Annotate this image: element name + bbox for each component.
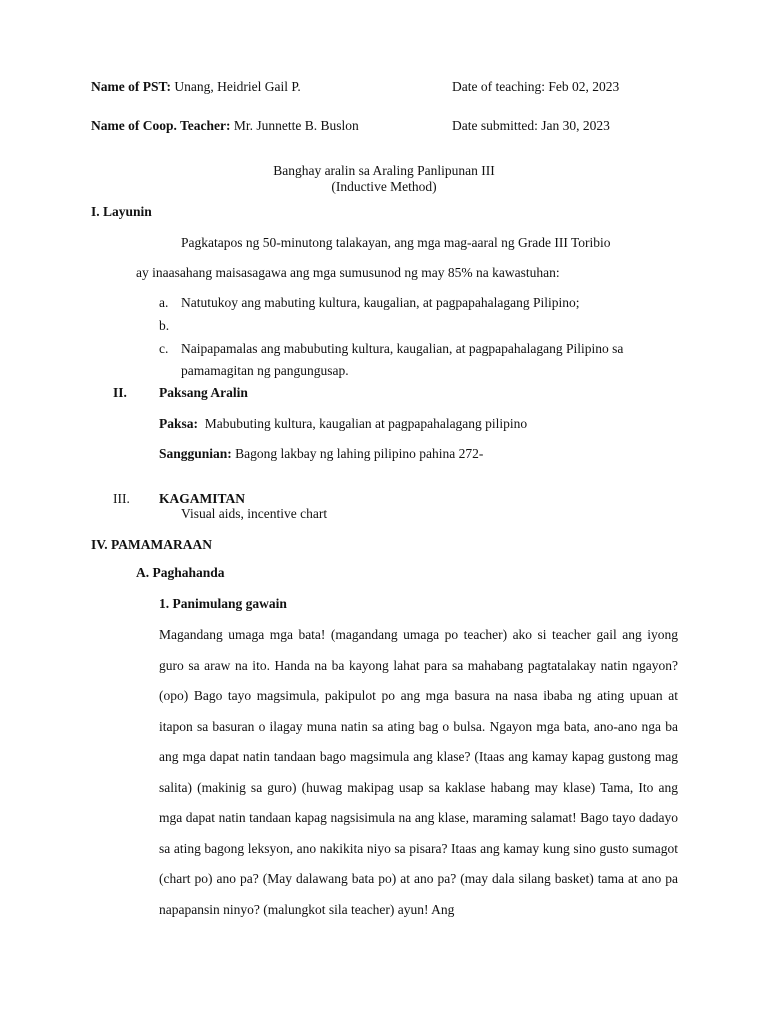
section-1-heading: I. Layunin [91,204,152,219]
objective-marker-b: b. [159,318,170,333]
kagamitan-value: Visual aids, incentive chart [181,506,328,521]
coop-teacher-label: Name of Coop. Teacher: [91,118,231,133]
section-3-numeral: III. [113,491,130,506]
document-title: Banghay aralin sa Araling Panlipunan III [273,163,495,178]
section-3-heading: KAGAMITAN [159,491,245,506]
paksa-value: Mabubuting kultura, kaugalian at pagpapahalagang pilipino [198,416,528,431]
paghahanda-heading: A. Paghahanda [136,565,225,580]
objective-text-a: Natutukoy ang mabuting kultura, kaugalian, at pagpapahalagang Pilipino; [181,295,580,310]
pst-name-value: Unang, Heidriel Gail P. [171,79,301,94]
objective-marker-c: c. [159,341,169,356]
sanggunian-row [159,446,483,462]
section-2-heading: Paksang Aralin [159,385,248,400]
objective-text-c-continued: pamamagitan ng pangungusap. [181,363,349,378]
paksa-label: Paksa: [159,416,199,431]
pst-name-label: Name of PST: [91,79,171,94]
sanggunian-label: Sanggunian: [159,446,232,461]
layunin-intro-line-1: Pagkatapos ng 50-minutong talakayan, ang mga mag-aaral ng Grade III Toribio [181,235,611,250]
pst-name-row [91,79,301,95]
coop-teacher-row [91,118,359,134]
document-subtitle: (Inductive Method) [331,179,437,194]
paksa-row [159,416,527,432]
date-submitted: Date submitted: Jan 30, 2023 [452,118,610,133]
section-4-heading: IV. PAMAMARAAN [91,537,212,552]
sanggunian-value: Bagong lakbay ng lahing pilipino pahina 272- [231,446,484,461]
coop-teacher-value: Mr. Junnette B. Buslon [230,118,359,133]
panimulang-gawain-body: Magandang umaga mga bata! (magandang umaga po teacher) ako si teacher gail ang iyong guro sa araw na ito. Handa na ba kayong lahat para sa mahabang pagtatalakay natin ngayon? (opo) Bago tayo magsimula, pakipulot po ang mga basura na nasa ibaba ng ating upuan at itapon sa basuran o ilagay muna natin sa ating bag o bulsa. Ngayon mga bata, ano-ano nga ba ang mga dapat natin tandaan bago magsimula ang klase? (Itaas ang kamay kapag gustong mag salita) (makinig sa guro) (huwag makipag usap sa kaklase habang may klase) Tama, Ito ang mga dapat natin tandaan kapag nagsisimula na ang klase, maraming salamat! Bago tayo dadayo sa ating bagong leksyon, ano nakikita niyo sa pisara? Itaas ang kamay kung sino gusto sumagot (chart po) ano pa? (May dalawang bata po) at ano pa? (may dala silang basket) tama at ano pa napapansin ninyo? (malungkot sila teacher) ayun! Ang [159,627,678,917]
section-2-numeral: II. [113,385,127,400]
panimulang-gawain-heading: 1. Panimulang gawain [159,596,287,611]
date-of-teaching: Date of teaching: Feb 02, 2023 [452,79,620,94]
objective-text-c: Naipapamalas ang mabubuting kultura, kaugalian, at pagpapahalagang Pilipino sa [181,341,624,356]
objective-marker-a: a. [159,295,169,310]
layunin-intro-line-2: ay inaasahang maisasagawa ang mga sumusunod ng may 85% na kawastuhan: [136,265,560,280]
